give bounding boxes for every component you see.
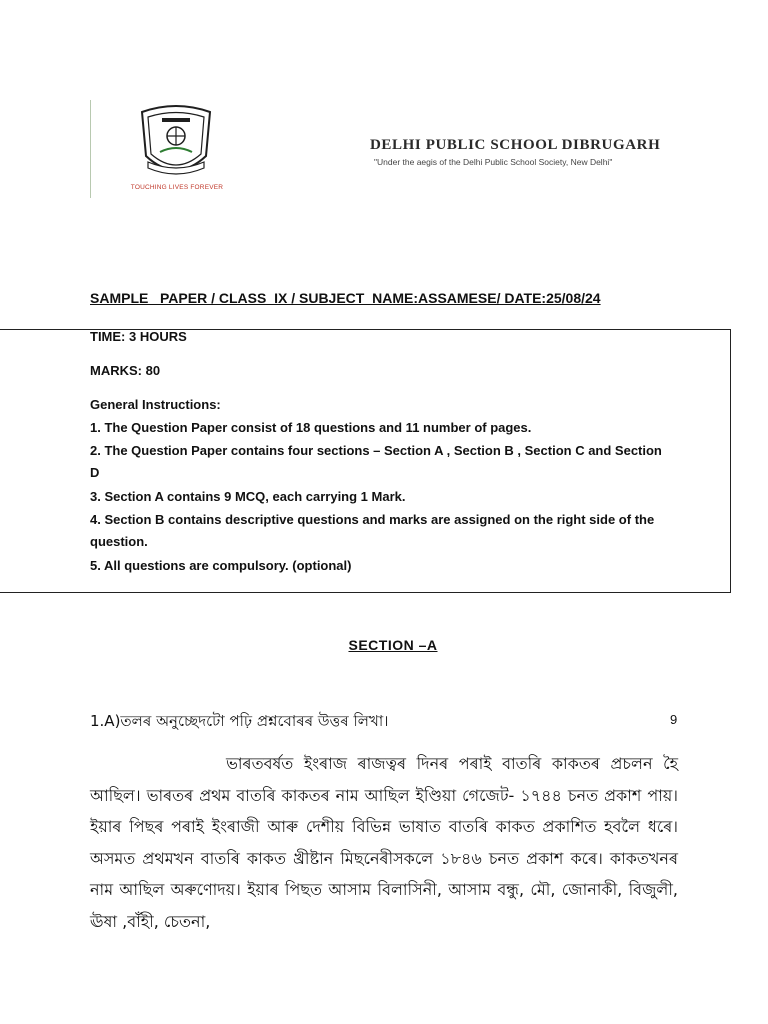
- question-passage: [90, 748, 678, 937]
- school-name: DELHI PUBLIC SCHOOL DIBRUGARH: [370, 137, 661, 153]
- question-label: 1.A)তলৰ অনুচ্ছেদটো পঢ়ি প্ৰশ্নবোৰৰ উত্তৰ লিখা।: [90, 712, 389, 730]
- logo-tagline: TOUCHING LIVES FOREVER: [130, 184, 224, 191]
- instruction-item: 2. The Question Paper contains four sections – Section A , Section B , Section C and Section D: [90, 443, 662, 480]
- instruction-item: 5. All questions are compulsory. (optional): [90, 558, 352, 573]
- time-line: TIME: 3 HOURS: [90, 329, 187, 344]
- instruction-item: 3. Section A contains 9 MCQ, each carrying 1 Mark.: [90, 489, 406, 504]
- header-divider: [90, 100, 91, 198]
- marks-line: MARKS: 80: [90, 363, 161, 378]
- instruction-item: 1. The Question Paper consist of 18 questions and 11 number of pages.: [90, 420, 532, 435]
- paper-title: SAMPLE PAPER / CLASS IX / SUBJECT NAME:ASSAMESE/ DATE:25/08/24: [90, 290, 601, 306]
- school-logo: [118, 104, 236, 196]
- instructions-heading: General Instructions:: [90, 397, 221, 412]
- question-marks: 9: [670, 712, 678, 727]
- instruction-item: 4. Section B contains descriptive questions and marks are assigned on the right side of the question.: [90, 512, 655, 549]
- section-title: SECTION –A: [348, 637, 438, 653]
- school-crest-icon: [136, 104, 216, 182]
- passage-text: ভাৰতবৰ্ষত ইংৰাজ ৰাজত্বৰ দিনৰ পৰাই বাতৰি কাকতৰ প্ৰচলন হৈ আছিল। ভাৰতৰ প্ৰথম বাতৰি কাকতৰ নাম আছিল ইণ্ডিয়া গেজেট- ১৭৪৪ চনত প্ৰকাশ পায়। ইয়াৰ পিছৰ পৰাই ইংৰাজী আৰু দেশীয় বিভিন্ন ভাষাত বাতৰি কাকত প্ৰকাশিত হবলৈ ধৰে।অসমত প্ৰথমখন বাতৰি কাকত খ্ৰীষ্টান মিছনেৰীসকলে ১৮৪৬ চনত প্ৰকাশ কৰে। কাকতখনৰ নাম আছিল অৰুণোদয়। ইয়াৰ পিছত আসাম বিলাসিনী, আসাম বন্ধু, মৌ, জোনাকী, বিজুলী, ঊষা ,বাঁহী, চেতনা,: [90, 754, 678, 931]
- school-subtitle: "Under the aegis of the Delhi Public School Society, New Delhi": [374, 157, 613, 167]
